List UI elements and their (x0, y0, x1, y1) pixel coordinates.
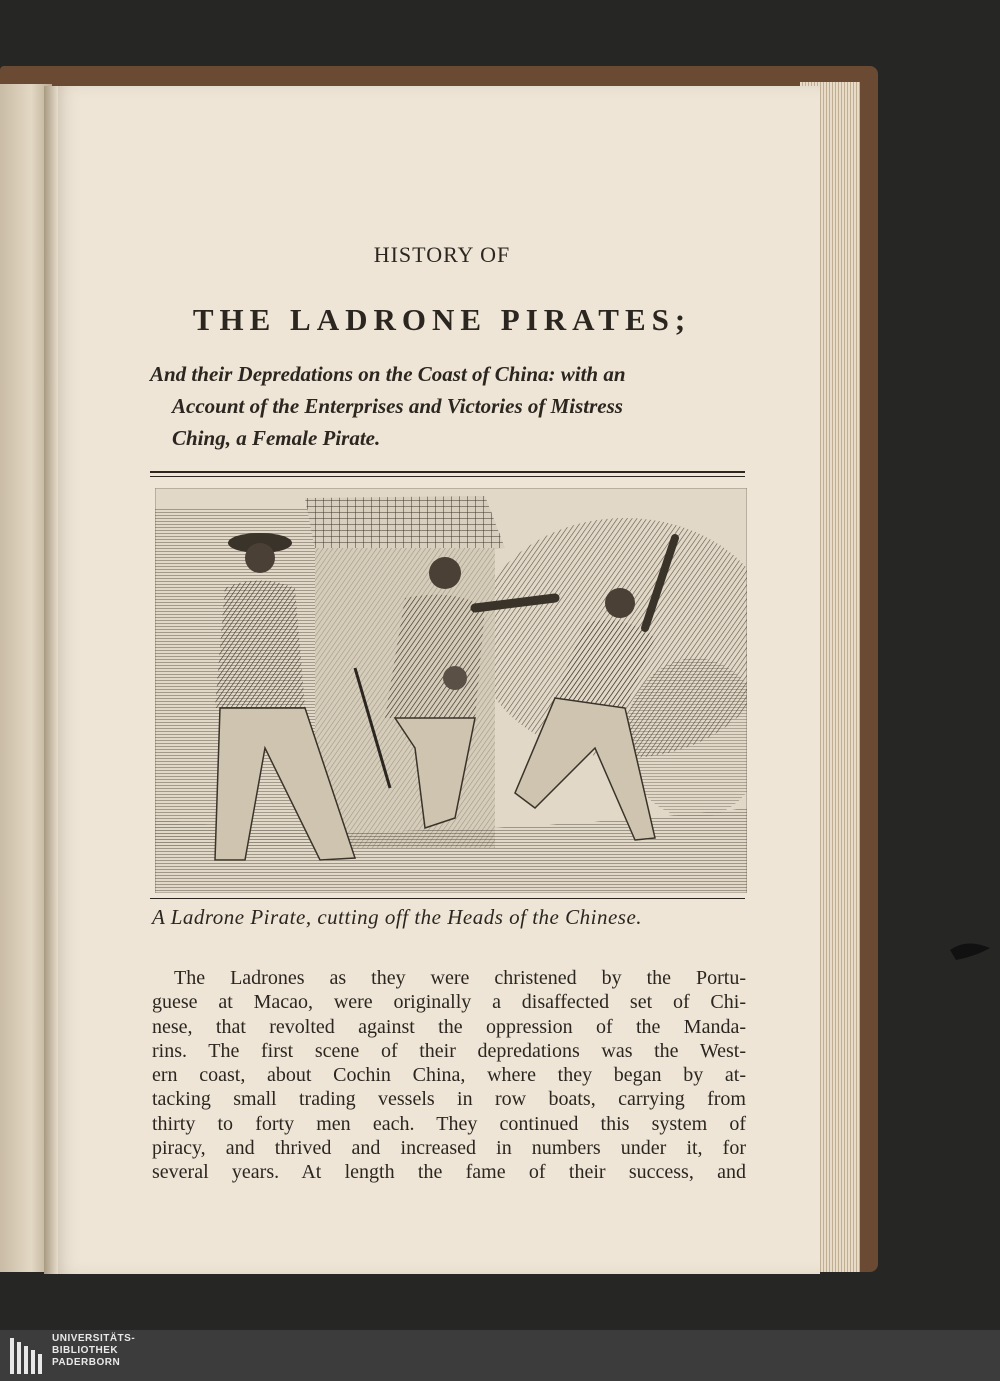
body-line: nese, that revolted against the oppression of the Manda- (152, 1015, 746, 1038)
subtitle-line-2: Account of the Enterprises and Victories of Mistress (172, 394, 623, 418)
university-logo-icon (8, 1336, 48, 1376)
body-line: rins. The first scene of their depredations was the West- (152, 1039, 746, 1062)
book-gutter (44, 86, 58, 1274)
title-rule-thick (150, 471, 745, 473)
page-title: THE LADRONE PIRATES; (192, 302, 692, 337)
body-line: thirty to forty men each. They continued this system of (152, 1112, 746, 1135)
subtitle-line-3: Ching, a Female Pirate. (172, 426, 381, 450)
heading-small: HISTORY OF (373, 242, 511, 267)
body-line: The Ladrones as they were christened by the Portu- (174, 967, 746, 989)
illustration-caption: A Ladrone Pirate, cutting off the Heads of the Chinese. (152, 905, 643, 929)
scan-dust-mark (946, 930, 996, 970)
body-line: ern coast, about Cochin China, where they began by at- (152, 1064, 746, 1087)
footer-institution-line-3: PADERBORN (52, 1357, 121, 1368)
footer-institution-line-1: UNIVERSITÄTS- (52, 1333, 136, 1344)
body-line: piracy, and thrived and increased in numbers under it, for (152, 1137, 746, 1160)
footer-institution-line-2: BIBLIOTHEK (52, 1345, 119, 1356)
body-line: several years. At length the fame of their success, and (152, 1161, 746, 1184)
caption-rule (150, 898, 745, 899)
title-rule-thin (150, 476, 745, 477)
subtitle-line-1: And their Depredations on the Coast of China: with an (150, 362, 626, 386)
pirate-engraving-illustration (155, 488, 747, 893)
body-line: guese at Macao, were originally a disaffected set of Chi- (152, 991, 746, 1014)
footer-bar (0, 1330, 1000, 1381)
body-paragraph (152, 966, 746, 1185)
body-line: tacking small trading vessels in row boats, carrying from (152, 1088, 746, 1111)
